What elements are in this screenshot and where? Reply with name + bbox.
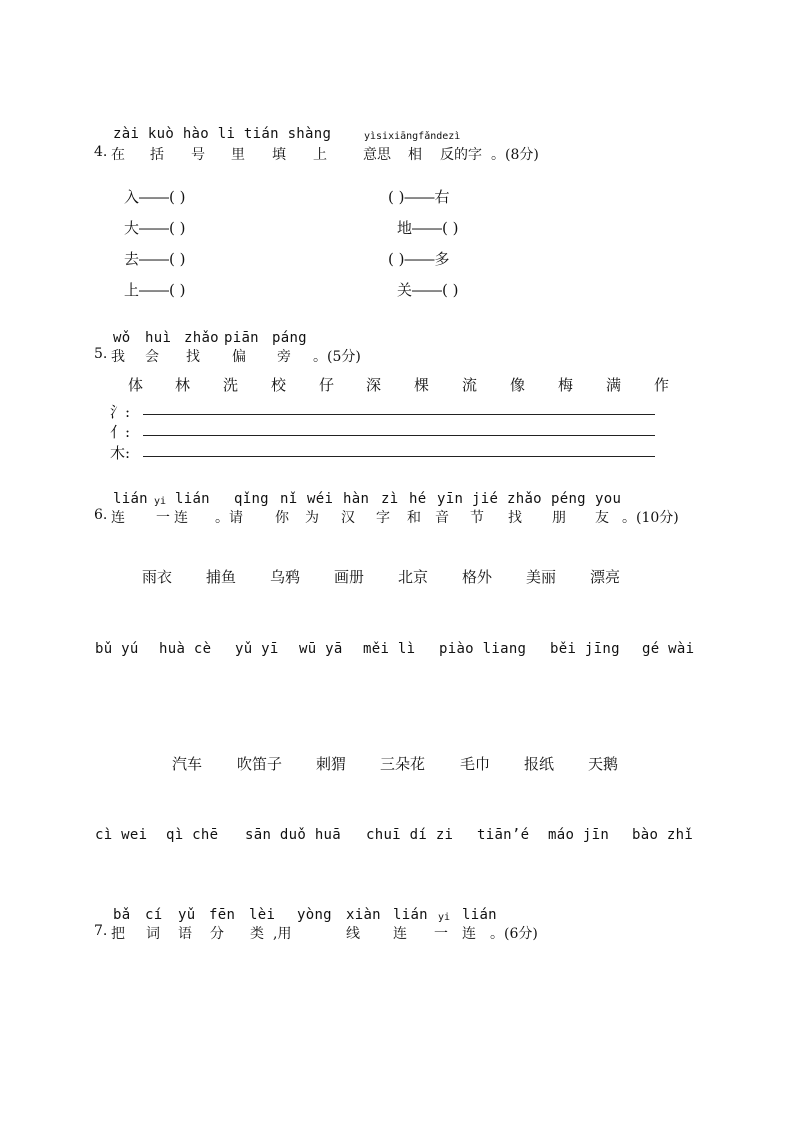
q5-answer-line (143, 456, 655, 457)
q6-pinyin-option: yǔ yī (235, 641, 279, 657)
q6-pinyin: yi (154, 496, 167, 507)
q7-char: 线 (346, 926, 360, 942)
q6-pinyin-option: qì chē (166, 827, 219, 843)
q7-char: ,用 (273, 926, 292, 942)
q6-pinyin-option: běi jīng (550, 641, 620, 657)
q7-pinyin: yòng (297, 907, 332, 923)
q5-pinyin: páng (272, 330, 307, 346)
q4-score: 。(8分) (491, 147, 539, 163)
q5-radical-label: 氵: (110, 403, 131, 421)
q5-word: 梅 (558, 376, 574, 394)
q4-char: 反的字 (440, 147, 482, 163)
q6-word: 雨衣 (142, 568, 173, 586)
q4-pair-right: 关――( ) (397, 281, 459, 299)
q7-char: 一 (434, 926, 448, 942)
q6-pinyin: nǐ (280, 491, 298, 507)
q6-pinyin-option: piào liang (439, 641, 527, 657)
q6-char: 连 (111, 510, 125, 526)
q6-pinyin-option: tiān’é (477, 827, 530, 843)
q6-pinyin: jié (472, 491, 499, 507)
q6-pinyin: hàn (343, 491, 370, 507)
q4-char: 相 (408, 147, 422, 163)
q6-word: 刺猬 (316, 755, 347, 773)
q4-pair-right: ( )――右 (388, 188, 450, 206)
q6-pinyin-option: chuī dí zi (366, 827, 454, 843)
q6-pinyin: hé (409, 491, 427, 507)
q5-word: 流 (462, 376, 478, 394)
q6-word: 乌鸦 (270, 568, 301, 586)
q6-char: 为 (305, 510, 319, 526)
q6-char: 连 (174, 510, 188, 526)
q6-score: 。(10分) (622, 510, 679, 526)
q4-pair-right: 地――( ) (397, 219, 459, 237)
q4-char: 填 (272, 147, 286, 163)
q6-word: 漂亮 (590, 568, 621, 586)
q6-number: 6. (94, 507, 108, 523)
q5-radical-label: 木: (110, 444, 131, 462)
q7-pinyin: cí (145, 907, 163, 923)
q4-char: 括 (150, 147, 164, 163)
q4-pair-left: 去――( ) (124, 250, 186, 268)
q7-pinyin: lèi (249, 907, 276, 923)
q7-number: 7. (94, 923, 108, 939)
q6-char: 找 (508, 510, 522, 526)
q6-pinyin-option: bào zhǐ (632, 827, 694, 843)
q6-char: 音 (435, 510, 449, 526)
q6-char: 字 (376, 510, 390, 526)
q7-char: 类 (250, 926, 264, 942)
q4-pinyin: zài kuò hào li tián shàng (113, 126, 332, 142)
q7-char: 连 (462, 926, 476, 942)
q5-word: 深 (366, 376, 382, 394)
q4-pinyin-compact: yìsixiāngfǎndezì (364, 131, 461, 142)
q5-pinyin: wǒ (113, 330, 131, 346)
q6-word: 捕鱼 (206, 568, 237, 586)
q4-char: 上 (313, 147, 327, 163)
q4-char: 里 (231, 147, 245, 163)
q6-pinyin: zhǎo (507, 491, 542, 507)
q5-radical-label: 亻: (110, 423, 131, 441)
q6-word: 报纸 (524, 755, 555, 773)
q5-word: 林 (175, 376, 191, 394)
q5-char: 我 (111, 349, 125, 365)
q7-char: 连 (393, 926, 407, 942)
q6-word: 北京 (398, 568, 429, 586)
q5-char: 偏 (232, 349, 246, 365)
q6-pinyin-option: cì wei (95, 827, 148, 843)
q5-pinyin: piān (224, 330, 259, 346)
q6-pinyin: péng (551, 491, 586, 507)
q5-pinyin: huì (145, 330, 172, 346)
q6-pinyin: qǐng (234, 491, 269, 507)
q4-pair-left: 入――( ) (124, 188, 186, 206)
q5-char: 会 (145, 349, 159, 365)
q6-word: 格外 (462, 568, 493, 586)
q7-char: 词 (146, 926, 160, 942)
q4-char: 在 (111, 147, 125, 163)
q6-pinyin: you (595, 491, 622, 507)
q6-word: 画册 (334, 568, 365, 586)
q5-char: 找 (186, 349, 200, 365)
q4-pair-left: 上――( ) (124, 281, 186, 299)
q5-word: 仔 (319, 376, 335, 394)
q7-pinyin: fēn (209, 907, 236, 923)
q6-char: 朋 (552, 510, 566, 526)
q5-word: 作 (654, 376, 670, 394)
q6-pinyin-option: sān duǒ huā (245, 827, 342, 843)
q7-pinyin: lián (462, 907, 497, 923)
q5-word: 像 (510, 376, 526, 394)
q7-pinyin: yǔ (178, 907, 196, 923)
q6-char: 友 (595, 510, 609, 526)
q6-word: 三朵花 (380, 755, 426, 773)
q6-char: 节 (470, 510, 484, 526)
q6-pinyin-option: huà cè (159, 641, 212, 657)
q6-pinyin: yīn (437, 491, 464, 507)
q7-pinyin: lián (393, 907, 428, 923)
q5-word: 校 (271, 376, 287, 394)
q6-pinyin-option: měi lì (363, 641, 416, 657)
q6-pinyin: wéi (307, 491, 334, 507)
q7-score: 。(6分) (490, 926, 538, 942)
q4-pair-left: 大――( ) (124, 219, 186, 237)
q4-number: 4. (94, 144, 108, 160)
q6-pinyin-option: máo jīn (548, 827, 610, 843)
q5-char: 旁 (277, 349, 291, 365)
q6-pinyin: lián (113, 491, 148, 507)
q5-number: 5. (94, 346, 108, 362)
q6-char: 你 (275, 510, 289, 526)
q6-pinyin: zì (381, 491, 399, 507)
q7-char: 语 (178, 926, 192, 942)
q6-word: 天鹅 (588, 755, 619, 773)
q6-char: 汉 (341, 510, 355, 526)
q5-score: 。(5分) (313, 349, 361, 365)
q6-char: 一 (156, 510, 170, 526)
q5-word: 体 (128, 376, 144, 394)
q4-char: 号 (191, 147, 205, 163)
q4-pair-right: ( )――多 (388, 250, 450, 268)
q6-pinyin-option: gé wài (642, 641, 695, 657)
q7-char: 分 (210, 926, 224, 942)
q6-word: 美丽 (526, 568, 557, 586)
q5-word: 满 (606, 376, 622, 394)
q7-pinyin: bǎ (113, 907, 131, 923)
q6-word: 吹笛子 (237, 755, 283, 773)
q6-pinyin-option: wū yā (299, 641, 343, 657)
q5-word: 洗 (223, 376, 239, 394)
q6-word: 毛巾 (460, 755, 491, 773)
q6-char: 和 (407, 510, 421, 526)
q5-answer-line (143, 435, 655, 436)
q6-char: 。请 (215, 510, 243, 526)
q5-word: 棵 (414, 376, 430, 394)
q6-word: 汽车 (172, 755, 203, 773)
q6-pinyin-option: bǔ yú (95, 641, 139, 657)
q5-pinyin: zhǎo (184, 330, 219, 346)
q4-char: 意思 (363, 147, 391, 163)
q6-pinyin: lián (175, 491, 210, 507)
q7-pinyin: xiàn (346, 907, 381, 923)
q5-answer-line (143, 414, 655, 415)
q7-char: 把 (111, 926, 125, 942)
q7-pinyin: yi (438, 912, 451, 923)
